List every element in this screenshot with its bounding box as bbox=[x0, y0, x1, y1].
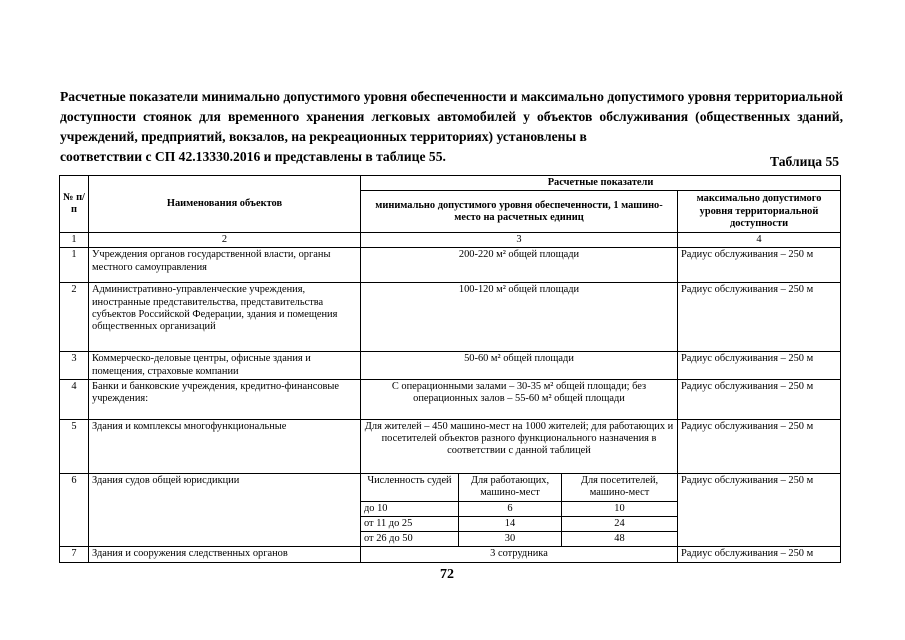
indicators-table bbox=[59, 175, 841, 563]
row-num: 1 bbox=[60, 248, 89, 283]
row-name: Административно-управленческие учреждения, иностранные представительства, представительства субъектов Российской Федерации, здания и помещения общественных организаций bbox=[89, 283, 361, 352]
row-num: 7 bbox=[60, 547, 89, 562]
table-row bbox=[60, 547, 841, 562]
row-max: Радиус обслуживания – 250 м bbox=[678, 419, 841, 473]
page-number: 72 bbox=[440, 567, 454, 582]
row-name: Банки и банковские учреждения, кредитно-финансовые учреждения: bbox=[89, 379, 361, 419]
table-row bbox=[60, 473, 841, 501]
table-caption: Таблица 55 bbox=[770, 154, 840, 169]
table-row bbox=[60, 248, 841, 283]
header-min: минимально допустимого уровня обеспеченности, 1 машино-место на расчетных единиц bbox=[361, 191, 678, 233]
row-name: Здания судов общей юрисдикции bbox=[89, 473, 361, 547]
sub-cell: 30 bbox=[459, 532, 562, 547]
header-name: Наименования объектов bbox=[89, 176, 361, 233]
row-max: Радиус обслуживания – 250 м bbox=[678, 352, 841, 379]
intro-text-last-line: соответствии с СП 42.13330.2016 и представлены в таблице 55. bbox=[60, 149, 446, 164]
header-num: № п/п bbox=[60, 176, 89, 233]
sub-cell: 10 bbox=[562, 501, 678, 516]
sub-cell: 48 bbox=[562, 532, 678, 547]
row-min: 3 сотрудника bbox=[361, 547, 678, 562]
row-name: Здания и сооружения следственных органов bbox=[89, 547, 361, 562]
table-row bbox=[60, 379, 841, 419]
row-name: Коммерческо-деловые центры, офисные здания и помещения, страховые компании bbox=[89, 352, 361, 379]
sub-cell: 14 bbox=[459, 517, 562, 532]
row-num: 6 bbox=[60, 473, 89, 547]
header-group: Расчетные показатели bbox=[361, 176, 841, 191]
col-num-2: 2 bbox=[89, 233, 361, 248]
sub-cell: от 11 до 25 bbox=[361, 517, 459, 532]
sub-header-visitors: Для посетителей, машино-мест bbox=[562, 473, 678, 501]
row-max: Радиус обслуживания – 250 м bbox=[678, 283, 841, 352]
row-max: Радиус обслуживания – 250 м bbox=[678, 547, 841, 562]
table-row bbox=[60, 419, 841, 473]
row-max: Радиус обслуживания – 250 м bbox=[678, 248, 841, 283]
row-num: 3 bbox=[60, 352, 89, 379]
header-max: максимально допустимого уровня территориальной доступности bbox=[678, 191, 841, 233]
row-name: Здания и комплексы многофункциональные bbox=[89, 419, 361, 473]
row-min: 50-60 м² общей площади bbox=[361, 352, 678, 379]
sub-cell: 24 bbox=[562, 517, 678, 532]
row-num: 4 bbox=[60, 379, 89, 419]
row-num: 5 bbox=[60, 419, 89, 473]
col-num-1: 1 bbox=[60, 233, 89, 248]
sub-header-judges: Численность судей bbox=[361, 473, 459, 501]
intro-paragraph bbox=[60, 87, 843, 167]
table-row bbox=[60, 283, 841, 352]
intro-text: Расчетные показатели минимально допустимого уровня обеспеченности и максимально допустимого уровня территориальной доступности стоянок для временного хранения легковых автомобилей у объектов обслуживания (общественных зданий, учреждений, предприятий, вокзалов, на рекреационных территориях) установлены в bbox=[60, 89, 843, 144]
row-min: Для жителей – 450 машино-мест на 1000 жителей; для работающих и посетителей объектов разного функционального назначения в соответствии с данной таблицей bbox=[361, 419, 678, 473]
row-num: 2 bbox=[60, 283, 89, 352]
sub-cell: до 10 bbox=[361, 501, 459, 516]
row-min: 200-220 м² общей площади bbox=[361, 248, 678, 283]
row-min: С операционными залами – 30-35 м² общей площади; без операционных залов – 55-60 м² общей площади bbox=[361, 379, 678, 419]
row-name: Учреждения органов государственной власти, органы местного самоуправления bbox=[89, 248, 361, 283]
row-min: 100-120 м² общей площади bbox=[361, 283, 678, 352]
col-num-4: 4 bbox=[678, 233, 841, 248]
table-row bbox=[60, 352, 841, 379]
row-max: Радиус обслуживания – 250 м bbox=[678, 379, 841, 419]
col-num-3: 3 bbox=[361, 233, 678, 248]
row-max: Радиус обслуживания – 250 м bbox=[678, 473, 841, 547]
sub-cell: от 26 до 50 bbox=[361, 532, 459, 547]
sub-cell: 6 bbox=[459, 501, 562, 516]
sub-header-workers: Для работающих, машино-мест bbox=[459, 473, 562, 501]
